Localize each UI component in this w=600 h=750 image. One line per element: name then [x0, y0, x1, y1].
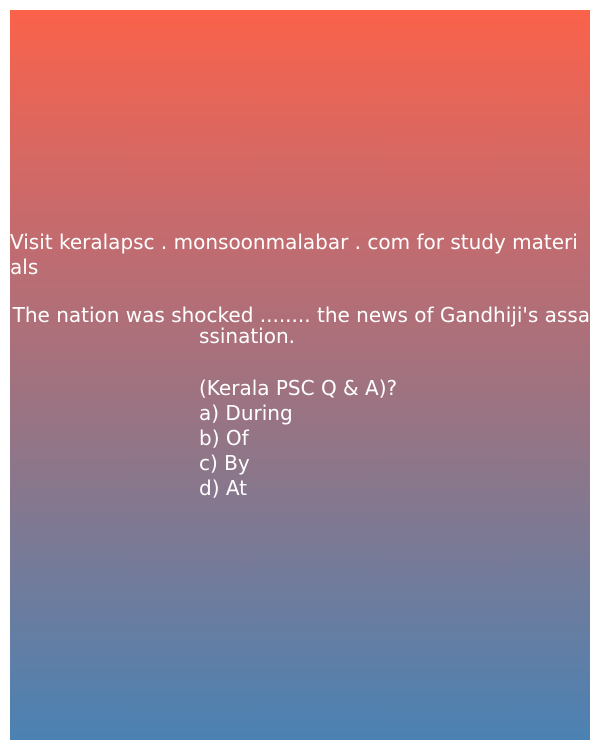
option-b: b) Of: [199, 426, 249, 450]
option-c: c) By: [199, 451, 250, 475]
question-line-2: ssination.: [199, 324, 295, 348]
answer-options: [199, 401, 293, 501]
question-text: [10, 303, 590, 348]
option-a: a) During: [199, 401, 293, 425]
question-card: [10, 10, 590, 740]
question-line-1: The nation was shocked ........ the news of Gandhiji's assa: [12, 303, 590, 327]
option-d: d) At: [199, 476, 248, 500]
question-source: (Kerala PSC Q & A)?: [199, 376, 398, 400]
promo-text: Visit keralapsc . monsoonmalabar . com for study materials: [10, 230, 578, 279]
